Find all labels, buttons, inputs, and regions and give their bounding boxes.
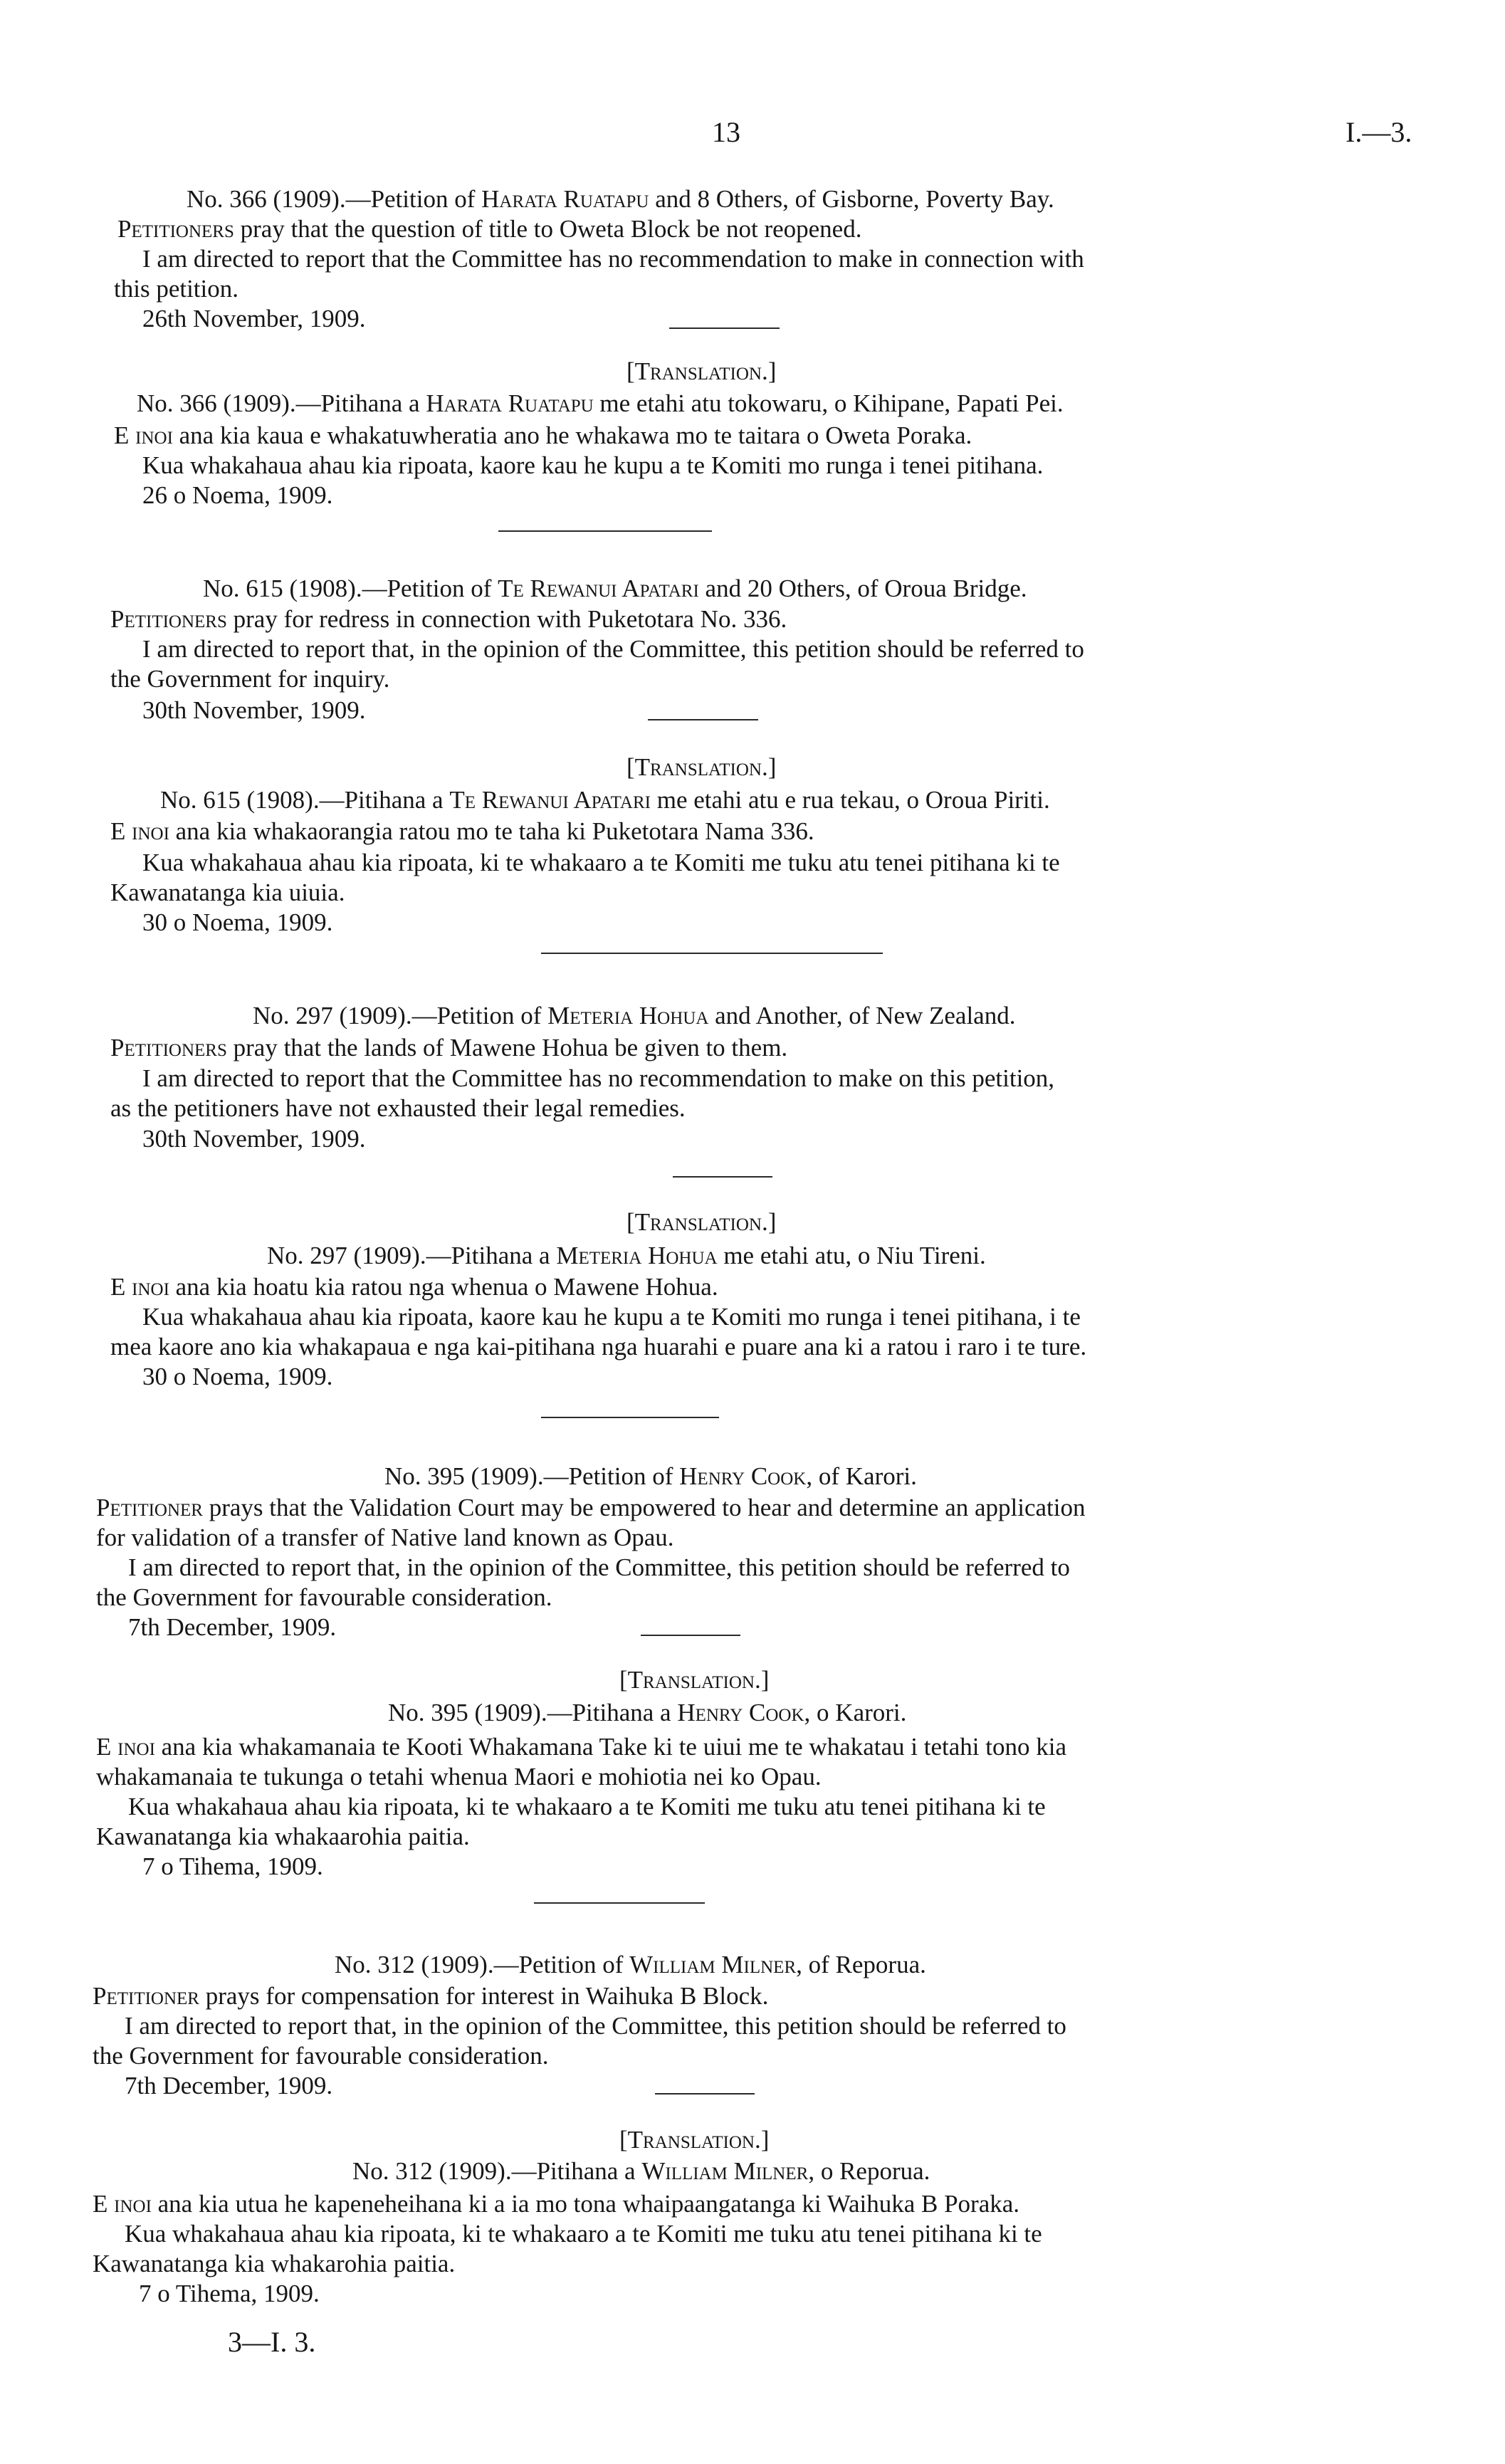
report-reference: I.—3. xyxy=(1346,116,1412,148)
translation-label: [Translation.] xyxy=(626,357,777,385)
petition-prayer-continued: for validation of a transfer of Native land known as Opau. xyxy=(96,1524,674,1551)
committee-report-line: Kawanatanga kia uiuia. xyxy=(110,879,345,906)
page-number: 13 xyxy=(712,116,740,148)
petition-heading-english: No. 297 (1909).—Petition of Meteria Hohua and Another, of New Zealand. xyxy=(253,1002,1016,1029)
report-date: 7 o Tihema, 1909. xyxy=(142,1852,323,1880)
report-date: 30th November, 1909. xyxy=(142,1125,366,1153)
short-divider xyxy=(673,1176,772,1178)
section-divider xyxy=(534,1902,705,1904)
committee-report-line: mea kaore ano kia whakapaua e nga kai-pitihana nga huarahi e puare ana ki a ratou i raro i te ture. xyxy=(110,1333,1087,1361)
section-divider xyxy=(541,1417,719,1418)
report-date: 26 o Noema, 1909. xyxy=(142,481,333,509)
short-divider xyxy=(655,2093,755,2095)
committee-report-line: I am directed to report that the Committee has no recommendation to make in connection with xyxy=(142,245,1084,273)
report-date: 30 o Noema, 1909. xyxy=(142,908,333,936)
committee-report-line: I am directed to report that, in the opinion of the Committee, this petition should be referred to xyxy=(142,635,1084,663)
petition-prayer-english: Petitioners pray that the question of title to Oweta Block be not reopened. xyxy=(117,215,862,243)
committee-report-line: the Government for favourable consideration. xyxy=(93,2042,549,2070)
petition-heading-maori: No. 395 (1909).—Pitihana a Henry Cook, o Karori. xyxy=(388,1699,907,1726)
section-divider xyxy=(498,530,712,532)
petition-heading-maori: No. 297 (1909).—Pitihana a Meteria Hohua me etahi atu, o Niu Tireni. xyxy=(267,1242,986,1269)
translation-label: [Translation.] xyxy=(626,1208,777,1236)
petition-prayer-english: Petitioner prays for compensation for interest in Waihuka B Block. xyxy=(93,1982,769,2010)
petition-heading-english: No. 615 (1908).—Petition of Te Rewanui Apatari and 20 Others, of Oroua Bridge. xyxy=(203,575,1027,602)
petition-prayer-maori: E inoi ana kia whakamanaia te Kooti Whakamana Take ki te uiui me te whakatau i tetahi tono kia xyxy=(96,1733,1066,1761)
report-date: 7th December, 1909. xyxy=(125,2072,333,2099)
committee-report-line: I am directed to report that, in the opinion of the Committee, this petition should be referred to xyxy=(125,2012,1066,2040)
petition-prayer-maori: E inoi ana kia utua he kapeneheihana ki a ia mo tona whaipaangatanga ki Waihuka B Poraka. xyxy=(93,2190,1020,2218)
translation-label: [Translation.] xyxy=(619,1666,770,1694)
petition-heading-english: No. 312 (1909).—Petition of William Milner, of Reporua. xyxy=(335,1951,926,1978)
report-date: 30 o Noema, 1909. xyxy=(142,1363,333,1390)
petition-heading-english: No. 395 (1909).—Petition of Henry Cook, of Karori. xyxy=(384,1462,917,1490)
signature-mark: 3—I. 3. xyxy=(228,2326,316,2358)
short-divider xyxy=(641,1635,740,1636)
petition-prayer-maori: E inoi ana kia hoatu kia ratou nga whenua o Mawene Hohua. xyxy=(110,1273,718,1301)
report-date: 30th November, 1909. xyxy=(142,696,366,724)
committee-report-line: I am directed to report that the Committee has no recommendation to make on this petition, xyxy=(142,1064,1055,1092)
report-date: 7 o Tihema, 1909. xyxy=(139,2280,320,2307)
translation-label: [Translation.] xyxy=(619,2126,770,2154)
translation-label: [Translation.] xyxy=(626,753,777,781)
committee-report-line: this petition. xyxy=(114,275,238,303)
petition-heading-maori: No. 312 (1909).—Pitihana a William Milner, o Reporua. xyxy=(352,2157,930,2185)
committee-report-line: Kawanatanga kia whakarohia paitia. xyxy=(93,2250,456,2277)
committee-report-line: as the petitioners have not exhausted their legal remedies. xyxy=(110,1094,686,1122)
committee-report-line: I am directed to report that, in the opinion of the Committee, this petition should be referred to xyxy=(128,1553,1070,1581)
petition-prayer-english: Petitioner prays that the Validation Court may be empowered to hear and determine an application xyxy=(96,1494,1086,1521)
petition-prayer-english: Petitioners pray that the lands of Mawene Hohua be given to them. xyxy=(110,1034,788,1061)
report-date: 7th December, 1909. xyxy=(128,1613,337,1641)
petition-heading-maori: No. 366 (1909).—Pitihana a Harata Ruatapu me etahi atu tokowaru, o Kihipane, Papati Pei. xyxy=(137,389,1064,417)
short-divider xyxy=(669,327,780,329)
committee-report-line: Kua whakahaua ahau kia ripoata, ki te whakaaro a te Komiti me tuku atu tenei pitihana ki te xyxy=(125,2220,1042,2248)
section-divider xyxy=(541,953,883,954)
petition-heading-english: No. 366 (1909).—Petition of Harata Ruatapu and 8 Others, of Gisborne, Poverty Bay. xyxy=(187,185,1054,213)
committee-report-line: Kawanatanga kia whakaarohia paitia. xyxy=(96,1823,470,1850)
committee-report-line: Kua whakahaua ahau kia ripoata, kaore kau he kupu a te Komiti mo runga i tenei pitihana, i te xyxy=(142,1303,1081,1331)
petition-prayer-maori: E inoi ana kia whakaorangia ratou mo te taha ki Puketotara Nama 336. xyxy=(110,817,814,845)
petition-prayer-continued: whakamanaia te tukunga o tetahi whenua Maori e mohiotia nei ko Opau. xyxy=(96,1763,822,1791)
short-divider xyxy=(648,719,758,720)
petition-prayer-english: Petitioners pray for redress in connection with Puketotara No. 336. xyxy=(110,605,787,633)
petition-heading-maori: No. 615 (1908).—Pitihana a Te Rewanui Apatari me etahi atu e rua tekau, o Oroua Piriti. xyxy=(160,786,1050,814)
committee-report-line: Kua whakahaua ahau kia ripoata, ki te whakaaro a te Komiti me tuku atu tenei pitihana ki te xyxy=(128,1793,1046,1820)
committee-report-line: Kua whakahaua ahau kia ripoata, ki te whakaaro a te Komiti me tuku atu tenei pitihana ki te xyxy=(142,849,1060,876)
committee-report-line: the Government for inquiry. xyxy=(110,665,390,693)
committee-report-line: the Government for favourable consideration. xyxy=(96,1583,552,1611)
petition-prayer-maori: E inoi ana kia kaua e whakatuwheratia ano he whakawa mo te taitara o Oweta Poraka. xyxy=(114,421,972,449)
report-date: 26th November, 1909. xyxy=(142,305,366,332)
committee-report-line: Kua whakahaua ahau kia ripoata, kaore kau he kupu a te Komiti mo runga i tenei pitihana. xyxy=(142,451,1044,479)
